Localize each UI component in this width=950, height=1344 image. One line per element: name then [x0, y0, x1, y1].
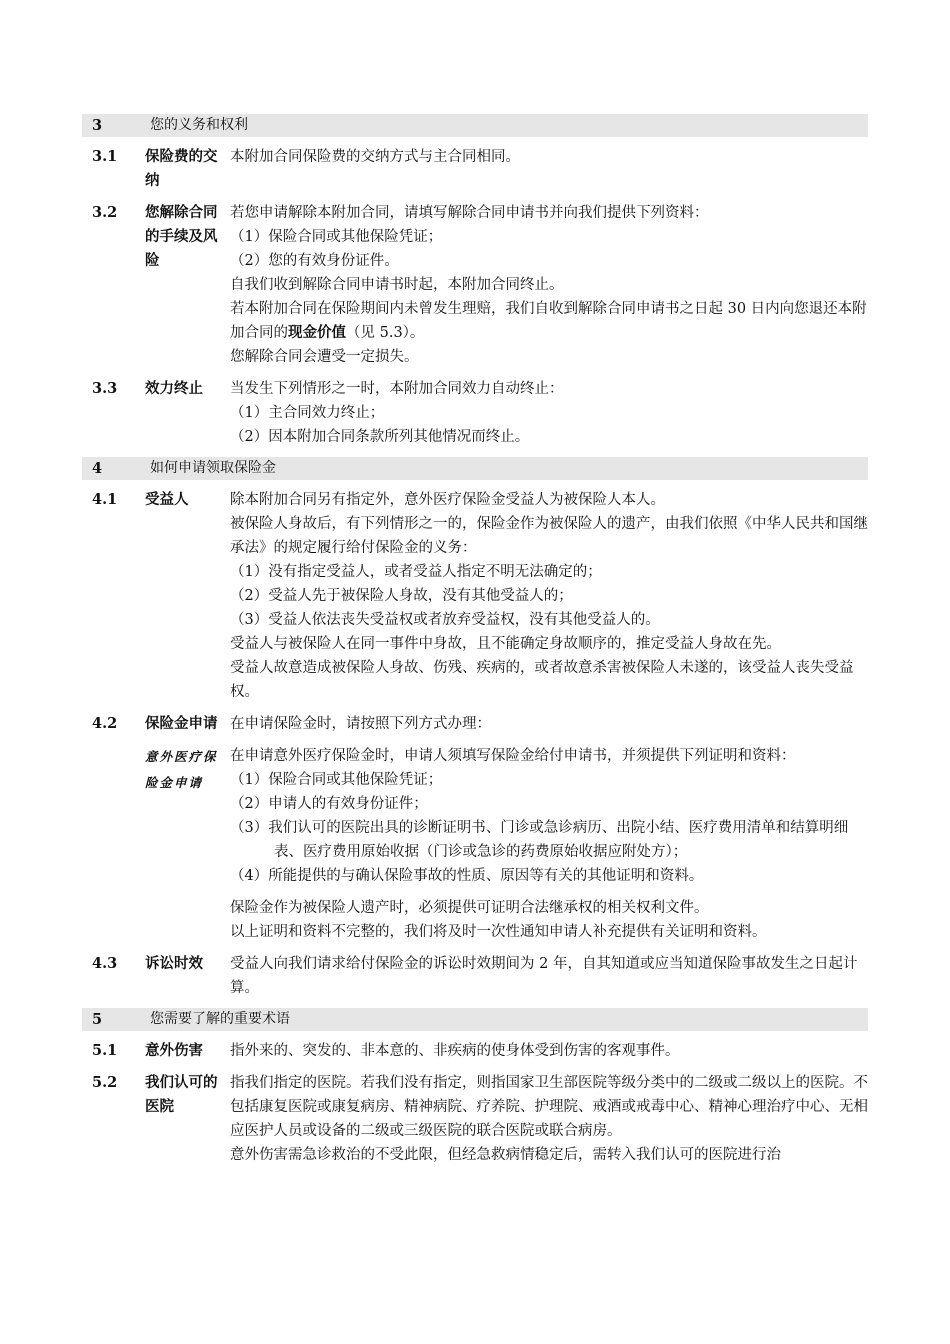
clause-text: 意外伤害需急诊救治的不受此限，但经急救病情稳定后，需转入我们认可的医院进行治 [230, 1147, 781, 1163]
clause [82, 377, 868, 449]
clause-text: 保险金作为被保险人遗产时，必须提供可证明合法继承权的相关权利文件。 [230, 900, 709, 916]
clause-body [230, 488, 868, 704]
clause-body [230, 744, 868, 944]
clause [82, 1071, 868, 1167]
clause-text-part: 若本附加合同在保险期间内未曾发生理赔，我们自收到解除合同申请书之日起 30 日内向您退还本附加合同的 [230, 301, 867, 341]
section-number: 3 [92, 117, 103, 134]
section-header [82, 1008, 868, 1031]
clause-title: 意外伤害 [145, 1042, 203, 1059]
spacer [230, 888, 868, 896]
clause [82, 952, 868, 1000]
clause-body [230, 952, 868, 1000]
clause-text: 本附加合同保险费的交纳方式与主合同相同。 [230, 149, 520, 165]
clause-title: 诉讼时效 [145, 955, 203, 972]
clause-text: （2）受益人先于被保险人身故，没有其他受益人的； [230, 588, 573, 604]
clause-number: 3.2 [92, 204, 118, 221]
clause-text: 以上证明和资料不完整的，我们将及时一次性通知申请人补充提供有关证明和资料。 [230, 924, 767, 940]
section-header [82, 114, 868, 137]
clause-text: 在申请意外医疗保险金时，申请人须填写保险金给付申请书，并须提供下列证明和资料： [230, 748, 796, 764]
clause-text-part: （见 5.3）。 [346, 325, 425, 341]
clause-number: 4.1 [92, 491, 118, 508]
clause-text: （3）我们认可的医院出具的诊断证明书、门诊或急诊病历、出院小结、医疗费用清单和结算明细表、医疗费用原始收据（门诊或急诊的药费原始收据应附处方）； [230, 820, 849, 860]
clause-text: 指我们指定的医院。若我们没有指定，则指国家卫生部医院等级分类中的二级或二级以上的医院。不包括康复医院或康复病房、精神病院、疗养院、护理院、戒酒或戒毒中心、精神心理治疗中心、无相应医护人员或设备的二级或三级医院的联合医院或联合病房。 [230, 1075, 868, 1139]
clause-subtitle: 意外医疗保险金申请 [145, 749, 218, 790]
clause-title: 效力终止 [145, 380, 203, 397]
section-title: 您的义务和权利 [150, 117, 248, 133]
section-header [82, 457, 868, 480]
term-cash-value: 现金价值 [288, 324, 346, 341]
clause-text: （4）所能提供的与确认保险事故的性质、原因等有关的其他证明和资料。 [230, 868, 704, 884]
clause-body [230, 201, 868, 369]
clause-body [230, 1071, 868, 1167]
clause-body [230, 712, 868, 736]
section-title: 您需要了解的重要术语 [150, 1011, 290, 1027]
clause [82, 744, 868, 944]
clause-number: 3.3 [92, 380, 118, 397]
clause-text: （1）保险合同或其他保险凭证； [230, 772, 443, 788]
clause-title: 您解除合同的手续及风险 [145, 204, 218, 269]
section-number: 5 [92, 1011, 103, 1028]
section-title: 如何申请领取保险金 [150, 460, 276, 476]
clause-text: 受益人与被保险人在同一事件中身故，且不能确定身故顺序的，推定受益人身故在先。 [230, 636, 781, 652]
clause [82, 201, 868, 369]
clause-body [230, 145, 868, 193]
clause-body [230, 1039, 868, 1063]
clause-text: 被保险人身故后，有下列情形之一的，保险金作为被保险人的遗产，由我们依照《中华人民共和国继承法》的规定履行给付保险金的义务： [230, 516, 868, 556]
clause-title: 保险金申请 [145, 715, 218, 732]
clause-number: 4.2 [92, 715, 118, 732]
clause-number: 5.2 [92, 1074, 118, 1091]
clause [82, 145, 868, 193]
clause-text: （2）因本附加合同条款所列其他情况而终止。 [230, 429, 530, 445]
clause-text: （1）保险合同或其他保险凭证； [230, 229, 443, 245]
clause-text: 受益人向我们请求给付保险金的诉讼时效期间为 2 年，自其知道或应当知道保险事故发生之日起计算。 [230, 956, 858, 996]
clause-text: （2）您的有效身份证件。 [230, 253, 399, 269]
clause [82, 1039, 868, 1063]
clause-text: 指外来的、突发的、非本意的、非疾病的使身体受到伤害的客观事件。 [230, 1043, 680, 1059]
clause-number: 3.1 [92, 148, 118, 165]
clause-title: 保险费的交纳 [145, 148, 218, 189]
clause-body [230, 377, 868, 449]
clause-text: （2）申请人的有效身份证件； [230, 796, 428, 812]
clause [82, 712, 868, 736]
clause-text: 在申请保险金时，请按照下列方式办理： [230, 716, 491, 732]
section-number: 4 [92, 460, 103, 477]
clause-text: 当发生下列情形之一时，本附加合同效力自动终止： [230, 381, 564, 397]
clause-text: 您解除合同会遭受一定损失。 [230, 349, 419, 365]
clause-text: （3）受益人依法丧失受益权或者放弃受益权，没有其他受益人的。 [230, 612, 660, 628]
clause-title: 我们认可的医院 [145, 1074, 218, 1115]
clause [82, 488, 868, 704]
clause-number: 4.3 [92, 955, 118, 972]
clause-text: （1）主合同效力终止； [230, 405, 385, 421]
clause-text: 除本附加合同另有指定外，意外医疗保险金受益人为被保险人本人。 [230, 492, 665, 508]
clause-text: 受益人故意造成被保险人身故、伤残、疾病的，或者故意杀害被保险人未遂的，该受益人丧失受益权。 [230, 660, 854, 700]
clause-text [230, 297, 868, 345]
clause-text: 若您申请解除本附加合同，请填写解除合同申请书并向我们提供下列资料： [230, 205, 709, 221]
clause-text: （1）没有指定受益人，或者受益人指定不明无法确定的； [230, 564, 602, 580]
clause-number: 5.1 [92, 1042, 118, 1059]
clause-number [82, 744, 145, 944]
clause-text: 自我们收到解除合同申请书时起，本附加合同终止。 [230, 277, 564, 293]
clause-title: 受益人 [145, 491, 189, 508]
policy-document [82, 114, 868, 1175]
